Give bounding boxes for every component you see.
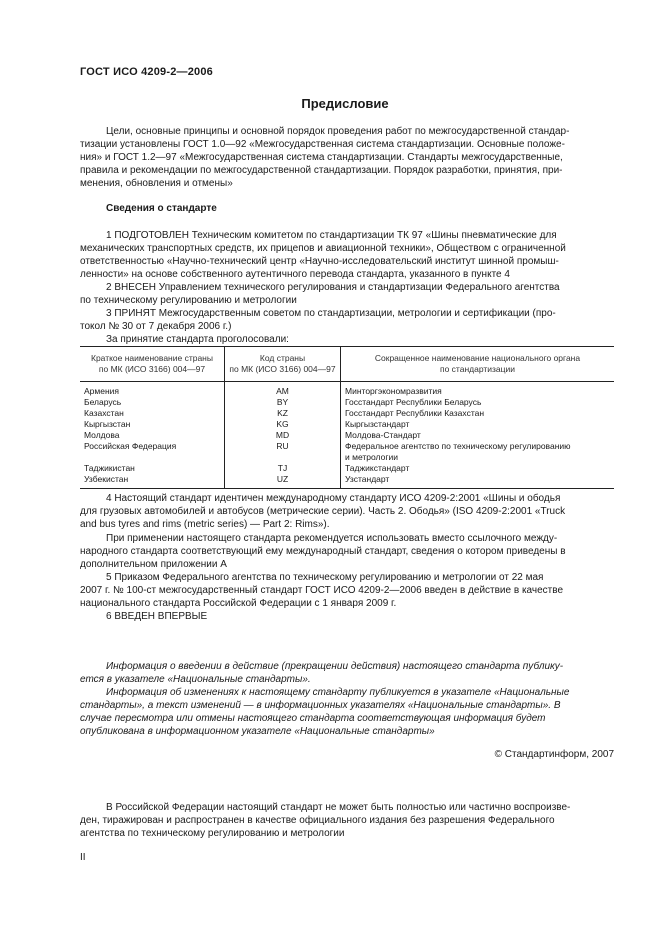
text-line: 5 Приказом Федерального агентства по техническому регулированию и метрологии от 22 мая [106,572,544,583]
item-1-paragraph [80,229,614,281]
text-line: правила и рекомендации по межгосударственной стандартизации. Порядок разработки, принятия, при- [80,165,563,176]
country-cell: Российская Федерация [84,441,177,451]
text-line: менения, обновления и отмены» [80,178,233,189]
table-header-row [80,347,614,382]
item-4-note-paragraph [80,532,614,571]
text-line: опубликована в информационном указателе «Национальные стандарты» [80,726,435,737]
code-cell: KZ [225,408,341,419]
text-line: 1 ПОДГОТОВЛЕН Техническим комитетом по стандартизации ТК 97 «Шины пневматические для [106,230,557,241]
text-line: тизации установлены ГОСТ 1.0—92 «Межгосударственная система стандартизации. Основные положе- [80,139,565,150]
intro-paragraph [80,125,614,190]
text-line: В Российской Федерации настоящий стандарт не может быть полностью или частично воспроизве- [106,802,571,813]
document-code-header: ГОСТ ИСО 4209-2—2006 [80,66,214,78]
country-cell: Таджикистан [84,463,135,473]
text-line: токол № 30 от 7 декабря 2006 г.) [80,321,232,332]
text-line: национального стандарта Российской Федерации с 1 января 2009 г. [80,598,397,609]
voting-countries-table [80,346,614,489]
text-line: агентства по техническому регулированию и метрологии [80,828,345,839]
item-6-text: 6 ВВЕДЕН ВПЕРВЫЕ [106,611,208,622]
item-3-paragraph [80,307,614,346]
text-line: ния» и ГОСТ 1.2—97 «Межгосударственная система стандартизации. Стандарты межгосударственные, [80,152,563,163]
text-line: стандарты», а текст изменений — в информационных указателях «Национальные стандарты». В [80,700,561,711]
country-cell: Беларусь [84,397,122,407]
table-row [80,408,614,419]
text-line: Информация о введении в действие (прекращении действия) настоящего стандарта публику- [106,661,564,672]
table-row [80,419,614,430]
text-line: народного стандарта соответствующий ему международный стандарт, сведения о котором приведены в [80,546,566,557]
column-header-country: Краткое наименование страны по МК (ИСО 3166) 004—97 [80,347,225,382]
reproduction-notice-paragraph [80,801,614,840]
code-cell: RU [225,441,341,463]
national-body-cell: Госстандарт Республики Казахстан [341,408,615,419]
table-row [80,441,614,463]
text-line: механических транспортных средств, их прицепов и авиационной техники», Обществом с ограниченной [80,243,566,254]
text-line: ответственностью «Научно-технический центр «Научно-исследовательский институт шинной промыш- [80,256,559,267]
table-row [80,430,614,441]
text-line: 2007 г. № 100-ст межгосударственный стандарт ГОСТ ИСО 4209-2—2006 введен в действие в качестве [80,585,564,596]
national-body-cell: Таджикстандарт [341,463,615,474]
column-header-code: Код страны по МК (ИСО 3166) 004—97 [225,347,341,382]
text-line: для грузовых автомобилей и автобусов (метрические серии). Часть 2. Ободья» (ISO 4209-2:2001 «Truck [80,506,566,517]
text-line: Информация об изменениях к настоящему стандарту публикуется в указателе «Национальные [106,687,570,698]
code-cell: TJ [225,463,341,474]
text-line: Цели, основные принципы и основной порядок проведения работ по межгосударственной стандар- [106,126,570,137]
table-row [80,474,614,489]
national-body-cell: Молдова-Стандарт [341,430,615,441]
copyright-notice: © Стандартинформ, 2007 [494,749,614,760]
item-4-paragraph [80,492,614,531]
national-body-cell: Федеральное агентство по техническому регулированию и метрологии [341,441,615,463]
text-line: случае пересмотра или отмены настоящего стандарта соответствующая информация будет [80,713,546,724]
code-cell: UZ [225,474,341,489]
text-line: При применении настоящего стандарта рекомендуется использовать вместо ссылочного между- [106,533,558,544]
item-2-paragraph [80,281,614,307]
code-cell: KG [225,419,341,430]
voted-intro: За принятие стандарта проголосовали: [106,334,289,345]
text-line: ется в указателе «Национальные стандарты». [80,674,311,685]
country-cell: Казахстан [84,408,124,418]
national-body-cell: Минторгэкономразвития [341,382,615,398]
text-line: дополнительном приложении А [80,559,227,570]
table-row [80,382,614,398]
text-line: ден, тиражирован и распространен в качестве официального издания без разрешения Федерального [80,815,555,826]
page-number: II [80,852,86,863]
text-line: по техническому регулированию и метрологии [80,295,297,306]
text-line: 4 Настоящий стандарт идентичен международному стандарту ИСО 4209-2:2001 «Шины и ободья [106,493,561,504]
table-row [80,463,614,474]
national-body-cell: Узстандарт [341,474,615,489]
info-publication-paragraph [80,660,614,686]
item-5-paragraph [80,571,614,623]
country-cell: Кыргызстан [84,419,131,429]
code-cell: AM [225,382,341,398]
national-body-cell: Госстандарт Республики Беларусь [341,397,615,408]
country-cell: Узбекистан [80,474,225,489]
country-cell: Армения [84,386,120,396]
text-line: and bus tyres and rims (metric series) — Part 2: Rims»). [80,519,330,530]
section-subheading: Сведения о стандарте [106,203,217,214]
page-title: Предисловие [301,96,389,111]
code-cell: MD [225,430,341,441]
text-line: ленности» на основе собственного аутентичного перевода стандарта, указанного в пункте 4 [80,269,510,280]
info-changes-paragraph [80,686,614,738]
code-cell: BY [225,397,341,408]
text-line: 2 ВНЕСЕН Управлением технического регулирования и стандартизации Федерального агентства [106,282,560,293]
national-body-cell: Кыргызстандарт [341,419,615,430]
text-line: 3 ПРИНЯТ Межгосударственным советом по стандартизации, метрологии и сертификации (про- [106,308,556,319]
table-row [80,397,614,408]
country-cell: Молдова [84,430,120,440]
column-header-national-body: Сокращенное наименование национального органа по стандартизации [341,347,615,382]
